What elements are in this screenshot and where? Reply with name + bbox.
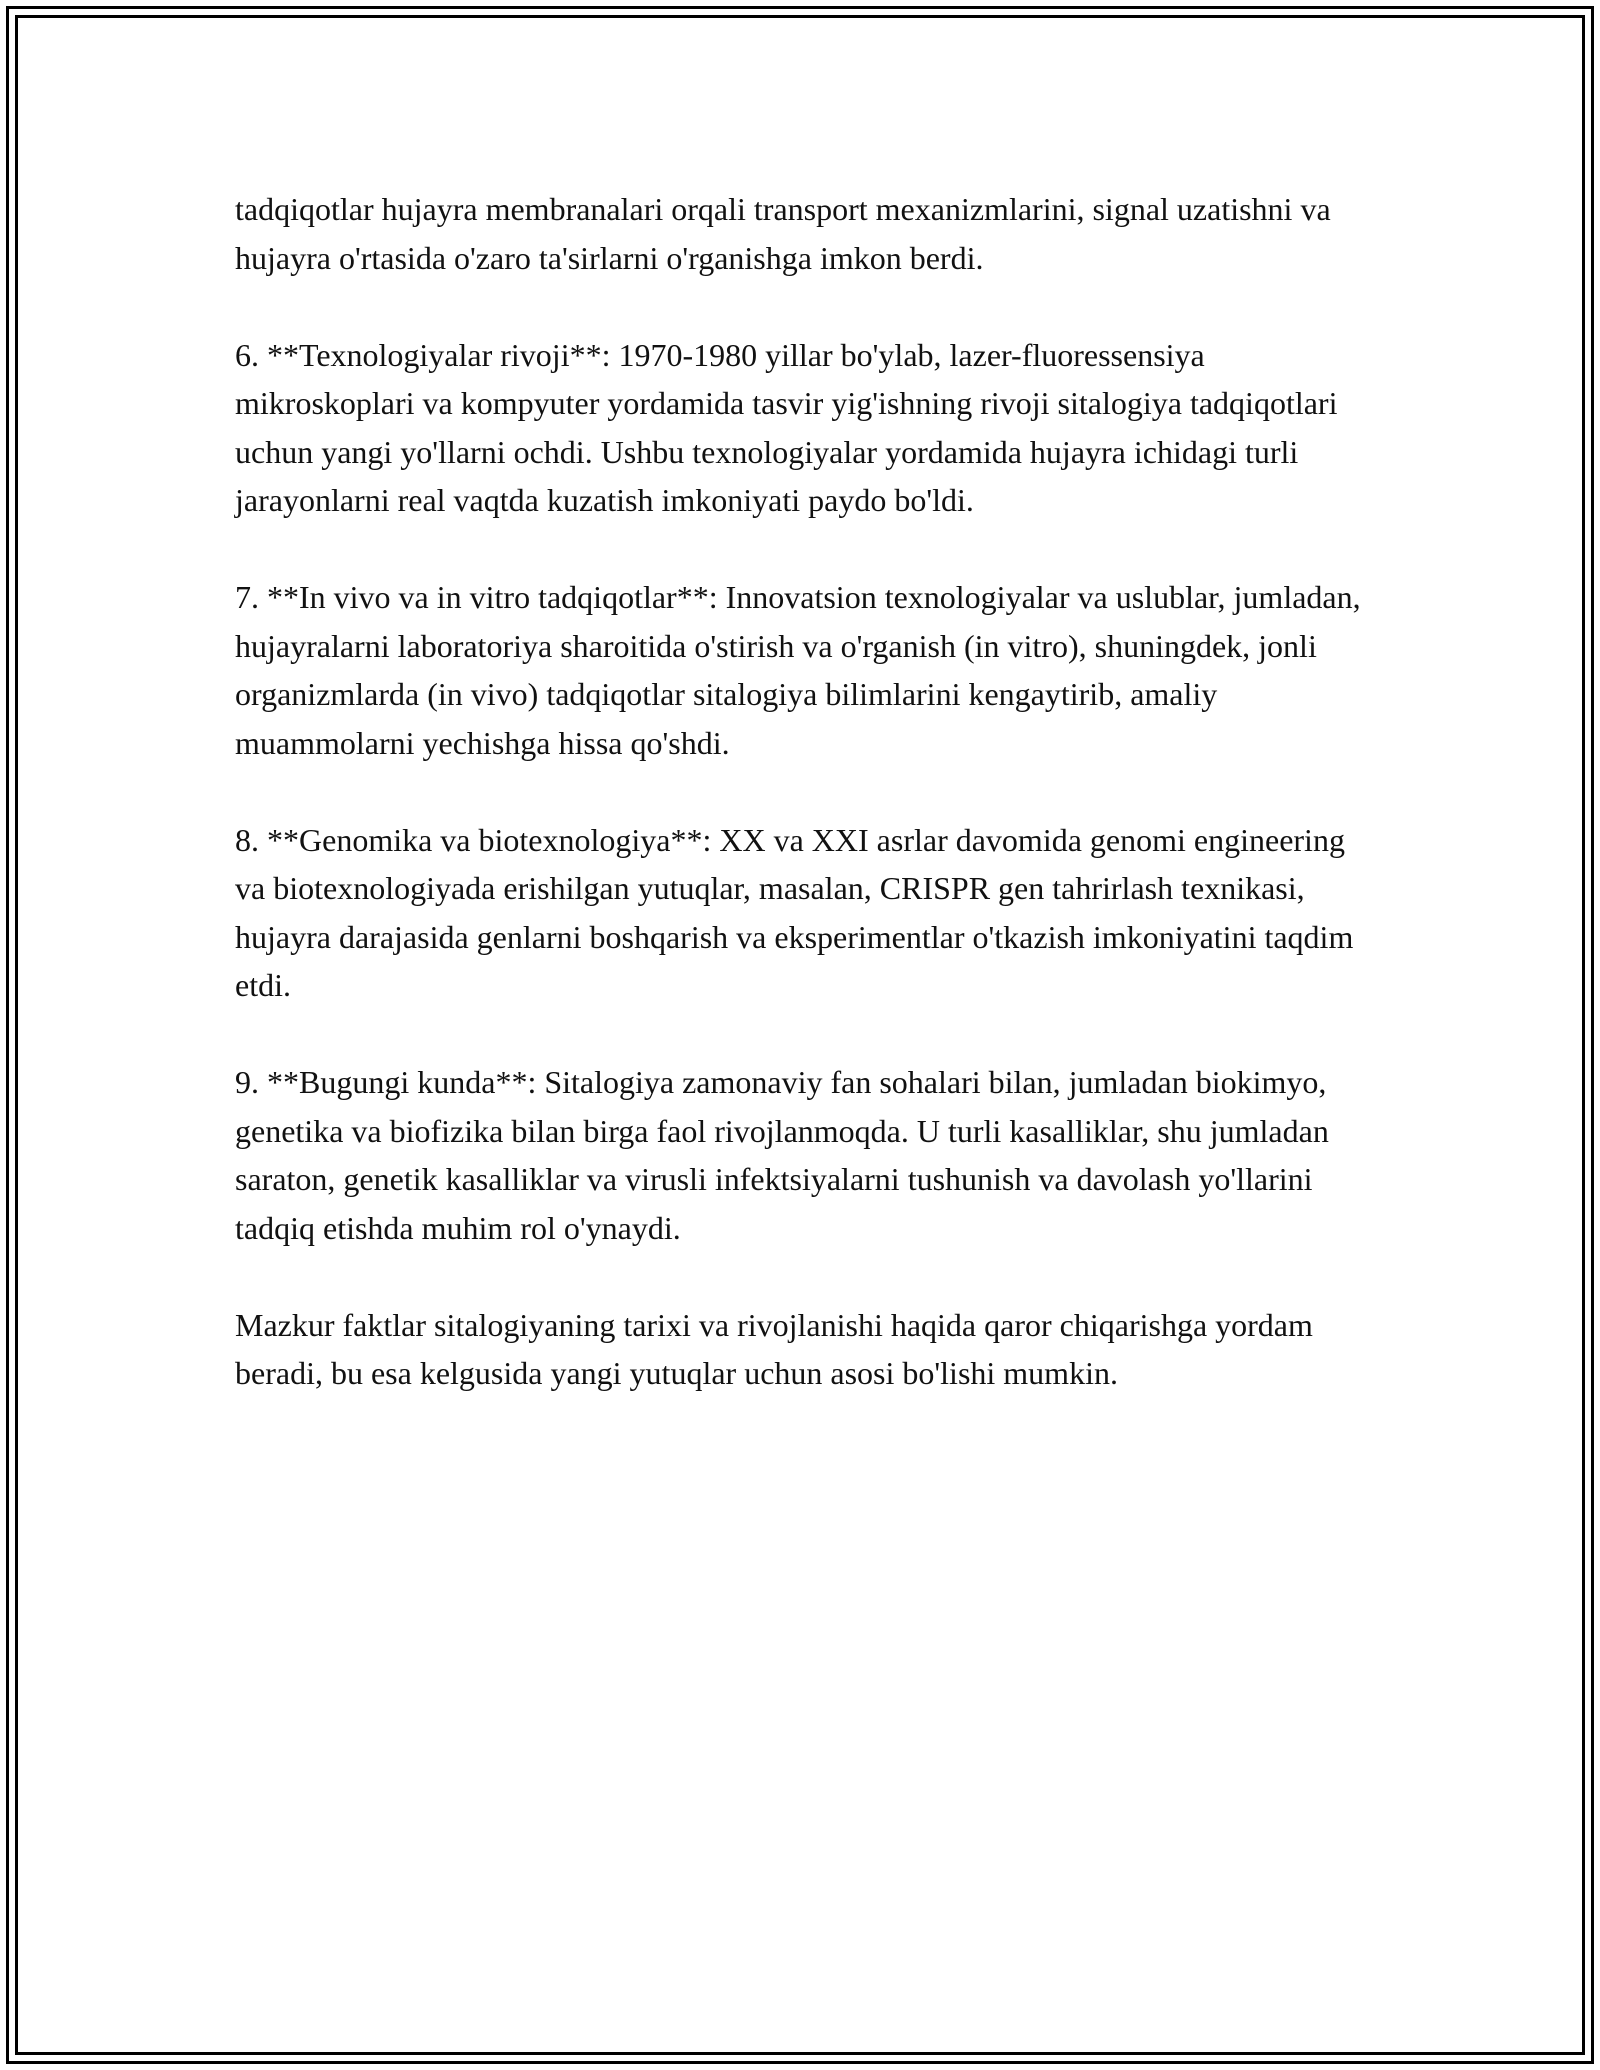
paragraph-item-8: 8. **Genomika va biotexnologiya**: XX va XXI asrlar davomida genomi engineering va biotexnologiyada erishilgan yutuqlar, masalan, CRISPR gen tahrirlash texnikasi, hujayra darajasida genlarni boshqarish va eksperimentlar o'tkazish imkoniyatini taqdim etdi. (235, 821, 1354, 1003)
paragraph-item-7: 7. **In vivo va in vitro tadqiqotlar**: Innovatsion texnologiyalar va uslublar, jumladan, hujayralarni laboratoriya sharoitida o'stirish va o'rganish (in vitro), shuningdek, jonli organizmlarda (in vivo) tadqiqotlar sitalogiya bilimlarini kengaytirib, amaliy muammolarni yechishga hissa qo'shdi. (235, 579, 1361, 761)
paragraph-item-6: 6. **Texnologiyalar rivoji**: 1970-1980 yillar bo'ylab, lazer-fluoressensiya mikroskoplari va kompyuter yordamida tasvir yig'ishning rivoji sitalogiya tadqiqotlari uchun yangi yo'llarni ochdi. Ushbu texnologiyalar yordamida hujayra ichidagi turli jarayonlarni real vaqtda kuzatish imkoniyati paydo bo'ldi. (235, 336, 1338, 518)
paragraph-item-9: 9. **Bugungi kunda**: Sitalogiya zamonaviy fan sohalari bilan, jumladan biokimyo, genetika va biofizika bilan birga faol rivojlanmoqda. U turli kasalliklar, shu jumladan saraton, genetik kasalliklar va virusli infektsiyalarni tushunish va davolash yo'llarini tadqiq etishda muhim rol o'ynaydi. (235, 1064, 1329, 1246)
paragraph-intro-continuation: tadqiqotlar hujayra membranalari orqali transport mexanizmlarini, signal uzatishni va hujayra o'rtasida o'zaro ta'sirlarni o'rganishga imkon berdi. (235, 191, 1331, 276)
document-body (235, 185, 1365, 1398)
paragraph-conclusion: Mazkur faktlar sitalogiyaning tarixi va rivojlanishi haqida qaror chiqarishga yordam beradi, bu esa kelgusida yangi yutuqlar uchun asosi bo'lishi mumkin. (235, 1306, 1313, 1391)
